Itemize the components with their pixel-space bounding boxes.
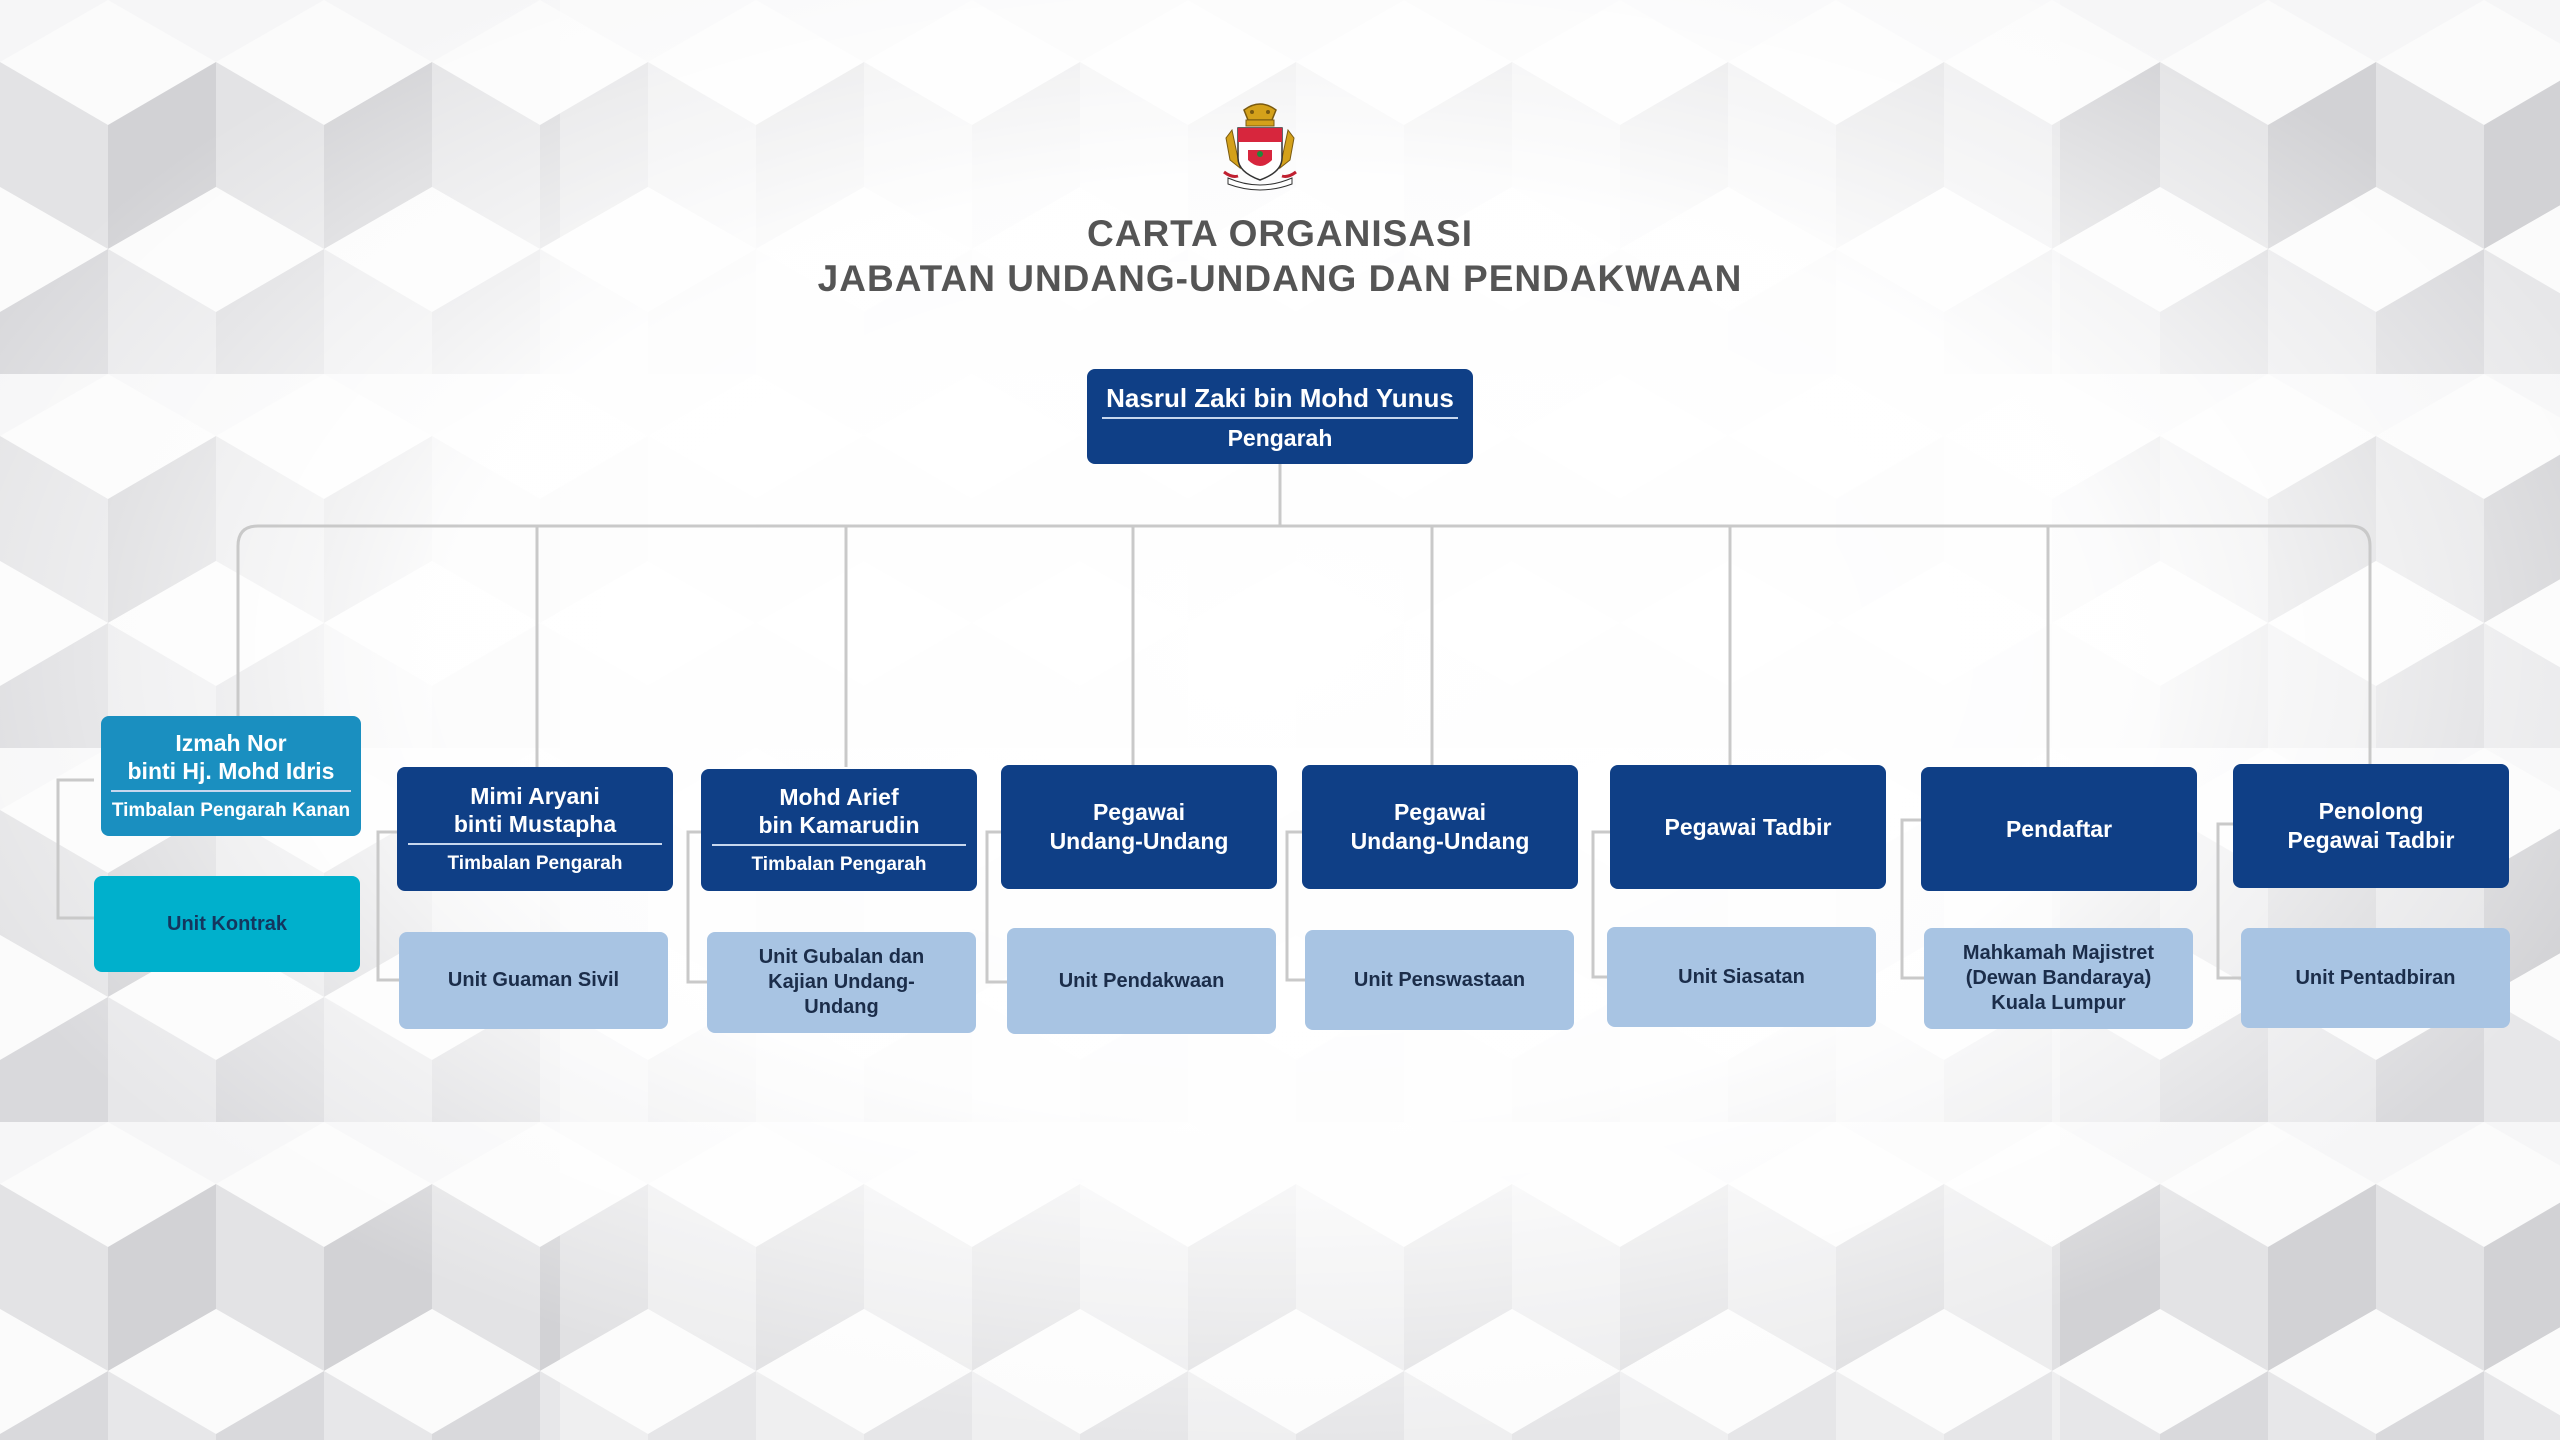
unit-label: Undang <box>804 996 879 1018</box>
unit-box-4 <box>1007 928 1276 1034</box>
unit-label: Unit Kontrak <box>167 912 287 935</box>
unit-box-7 <box>1924 928 2193 1029</box>
head-title-line: Undang-Undang <box>1350 828 1530 854</box>
head-title-line: Pendaftar <box>2005 815 2113 842</box>
head-box-5 <box>1302 765 1578 889</box>
head-box-7 <box>1921 767 2197 891</box>
unit-label: Unit Guaman Sivil <box>447 969 620 991</box>
head-title-line: Undang-Undang <box>1049 828 1229 854</box>
unit-label: Kuala Lumpur <box>1991 992 2126 1014</box>
unit-box-2 <box>399 932 668 1029</box>
head-name-line: Mohd Arief <box>779 784 899 810</box>
dbkl-crest-logo <box>1222 102 1298 192</box>
unit-label: Unit Siasatan <box>1678 965 1805 988</box>
divider <box>1102 417 1457 419</box>
head-name-line: Mimi Aryani <box>470 783 600 809</box>
head-name-line: Izmah Nor <box>175 730 287 756</box>
head-name-line: binti Hj. Mohd Idris <box>127 758 335 784</box>
unit-box-8 <box>2241 928 2510 1028</box>
head-box-2 <box>397 767 673 891</box>
unit-box-6 <box>1607 927 1876 1027</box>
head-box-6 <box>1610 765 1886 889</box>
divider <box>408 843 662 845</box>
director-role: Pengarah <box>1227 424 1333 451</box>
head-title-line: Penolong <box>2318 798 2424 824</box>
unit-box-3 <box>707 932 976 1033</box>
unit-box-5 <box>1305 930 1574 1030</box>
unit-label: (Dewan Bandaraya) <box>1965 967 2152 989</box>
divider <box>712 844 966 846</box>
chart-title: CARTA ORGANISASI <box>1087 213 1473 254</box>
unit-label: Mahkamah Majistret <box>1962 942 2155 964</box>
connector-bus <box>238 526 2370 764</box>
head-box-3 <box>701 769 977 891</box>
head-title-line: Pegawai Tadbir <box>2287 827 2455 853</box>
unit-label: Kajian Undang- <box>768 971 915 993</box>
unit-label: Unit Pentadbiran <box>2295 966 2456 989</box>
head-box-4 <box>1001 765 1277 889</box>
unit-label: Unit Penswastaan <box>1353 968 1526 991</box>
unit-box-1 <box>94 876 360 972</box>
divider <box>111 790 350 792</box>
head-box-1 <box>101 716 361 836</box>
head-role: Timbalan Pengarah <box>751 854 927 875</box>
unit-label: Unit Gubalan dan <box>758 946 925 968</box>
head-title-line: Pegawai Tadbir <box>1664 813 1832 840</box>
head-title-line: Pegawai <box>1393 799 1487 825</box>
head-name-line: bin Kamarudin <box>758 812 920 838</box>
head-name-line: binti Mustapha <box>453 811 617 837</box>
head-role: Timbalan Pengarah <box>447 853 623 874</box>
head-role: Timbalan Pengarah Kanan <box>111 800 351 821</box>
director-name: Nasrul Zaki bin Mohd Yunus <box>1106 382 1454 413</box>
chart-subtitle: JABATAN UNDANG-UNDANG DAN PENDAKWAAN <box>817 258 1743 299</box>
unit-label: Unit Pendakwaan <box>1058 969 1225 992</box>
head-box-8 <box>2233 764 2509 888</box>
connector-bracket <box>58 780 94 918</box>
head-title-line: Pegawai <box>1092 799 1186 825</box>
director-box <box>1087 369 1473 464</box>
